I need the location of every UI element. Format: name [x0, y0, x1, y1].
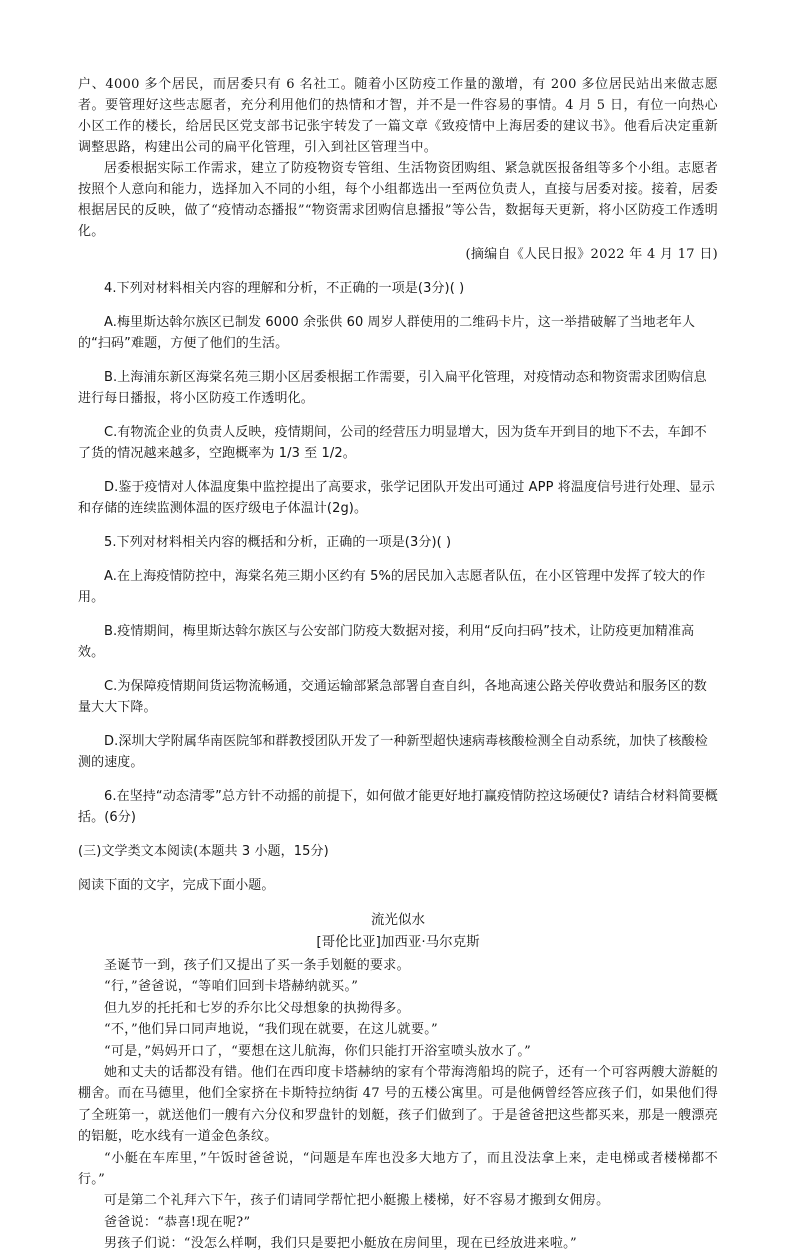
section-3-instruction: 阅读下面的文字，完成下面小题。 [78, 878, 275, 893]
section-3-heading: (三)文学类文本阅读(本题共 3 小题，15分) [78, 844, 329, 859]
story-author: [哥伦比亚]加西亚·马尔克斯 [316, 934, 480, 950]
question-4 [78, 278, 718, 519]
story-paragraph: 圣诞节一到，孩子们又提出了买一条手划艇的要求。 [104, 958, 410, 973]
story-body [78, 955, 718, 1255]
question-4-option-c: C.有物流企业的负责人反映，疫情期间，公司的经营压力明显增大，因为货车开到目的地下不去，车卸不了货的情况越来越多，空跑概率为 1/3 至 1/2。 [78, 425, 707, 461]
question-6-stem: 6.在坚持“动态清零”总方针不动摇的前提下，如何做才能更好地打赢疫情防控这场硬仗? 请结合材料简要概括。(6分) [78, 789, 718, 825]
source-citation: (摘编自《人民日报》2022 年 4 月 17 日) [465, 247, 718, 262]
story-paragraph: “可是，”妈妈开口了，“要想在这儿航海，你们只能打开浴室喷头放水了。” [104, 1043, 532, 1059]
story-paragraph: 可是第二个礼拜六下午，孩子们请同学帮忙把小艇搬上楼梯，好不容易才搬到女佣房。 [104, 1193, 610, 1209]
question-5-stem: 5.下列对材料相关内容的概括和分析，正确的一项是(3分)( ) [104, 535, 452, 550]
question-5-option-d: D.深圳大学附属华南医院邹和群教授团队开发了一种新型超快速病毒核酸检测全自动系统，加快了核酸检测的速度。 [78, 734, 708, 770]
question-6 [78, 786, 718, 828]
story-paragraph: “小艇在车库里，”午饭时爸爸说，“问题是车库也没多大地方了，而且没法拿上来，走电梯或者楼梯都不行。” [78, 1150, 718, 1188]
story-paragraph: 男孩子们说：“没怎么样啊，我们只是要把小艇放在房间里，现在已经放进来啦。” [104, 1236, 577, 1252]
material-paragraph-1: 户、4000 多个居民，而居委只有 6 名社工。随着小区防疫工作量的激增，有 200 多位居民站出来做志愿者。要管理好这些志愿者，充分利用他们的热情和才智，并不是一件容易的事情。4 月 5 日，有位一向热心小区工作的楼长，给居民区党支部书记张宇转发了一篇文章《致疫情中上海居委的建议书》。他看后决定重新调整思路，构建出公司的扁平化管理，引入到社区管理当中。 [78, 77, 718, 155]
story-paragraph: 但九岁的托托和七岁的乔尔比父母想象的执拗得多。 [104, 1000, 410, 1016]
story-paragraph: “不，”他们异口同声地说，“我们现在就要，在这儿就要。” [104, 1022, 438, 1038]
question-5-option-c: C.为保障疫情期间货运物流畅通，交通运输部紧急部署自查自纠，各地高速公路关停收费站和服务区的数量大大下降。 [78, 679, 707, 715]
story-paragraph: 她和丈夫的话都没有错。他们在西印度卡塔赫纳的家有个带海湾船坞的院子，还有一个可容两艘大游艇的棚舍。而在马德里，他们全家挤在卡斯特拉纳街 47 号的五楼公寓里。可是他俩曾经答应孩子们，如果他们得了全班第一，就送他们一艘有六分仪和罗盘针的划艇，孩子们做到了。于是爸爸把这些都买来，那是一艘漂亮的铝艇，吃水线有一道金色条纹。 [78, 1065, 718, 1145]
question-5 [78, 532, 718, 773]
question-5-option-b: B.疫情期间，梅里斯达斡尔族区与公安部门防疫大数据对接，利用“反向扫码”技术，让防疫更加精准高效。 [78, 624, 695, 660]
story-paragraph: “行，”爸爸说，“等咱们回到卡塔赫纳就买。” [104, 979, 359, 995]
question-4-stem: 4.下列对材料相关内容的理解和分析，不正确的一项是(3分)( ) [104, 281, 465, 296]
question-4-option-b: B.上海浦东新区海棠名苑三期小区居委根据工作需要，引入扁平化管理，对疫情动态和物资需求团购信息进行每日播报，将小区防疫工作透明化。 [78, 370, 707, 406]
question-4-option-a: A.梅里斯达斡尔族区已制发 6000 余张供 60 周岁人群使用的二维码卡片，这一举措破解了当地老年人的“扫码”难题，方便了他们的生活。 [78, 315, 696, 351]
material-paragraph-2: 居委根据实际工作需求，建立了防疫物资专管组、生活物资团购组、紧急就医报备组等多个小组。志愿者按照个人意向和能力，选择加入不同的小组，每个小组都选出一至两位负责人，直接与居委对接。接着，居委根据居民的反映，做了“疫情动态播报”“物资需求团购信息播报”等公告，数据每天更新，将小区防疫工作透明化。 [78, 161, 718, 239]
question-4-option-d: D.鉴于疫情对人体温度集中监控提出了高要求，张学记团队开发出可通过 APP 将温度信号进行处理、显示和存储的连续监测体温的医疗级电子体温计(2g)。 [78, 480, 715, 516]
story-paragraph: 爸爸说：“恭喜!现在呢?” [104, 1214, 251, 1230]
question-5-option-a: A.在上海疫情防控中，海棠名苑三期小区约有 5%的居民加入志愿者队伍，在小区管理中发挥了较大的作用。 [78, 569, 706, 605]
story-title: 流光似水 [371, 912, 425, 928]
